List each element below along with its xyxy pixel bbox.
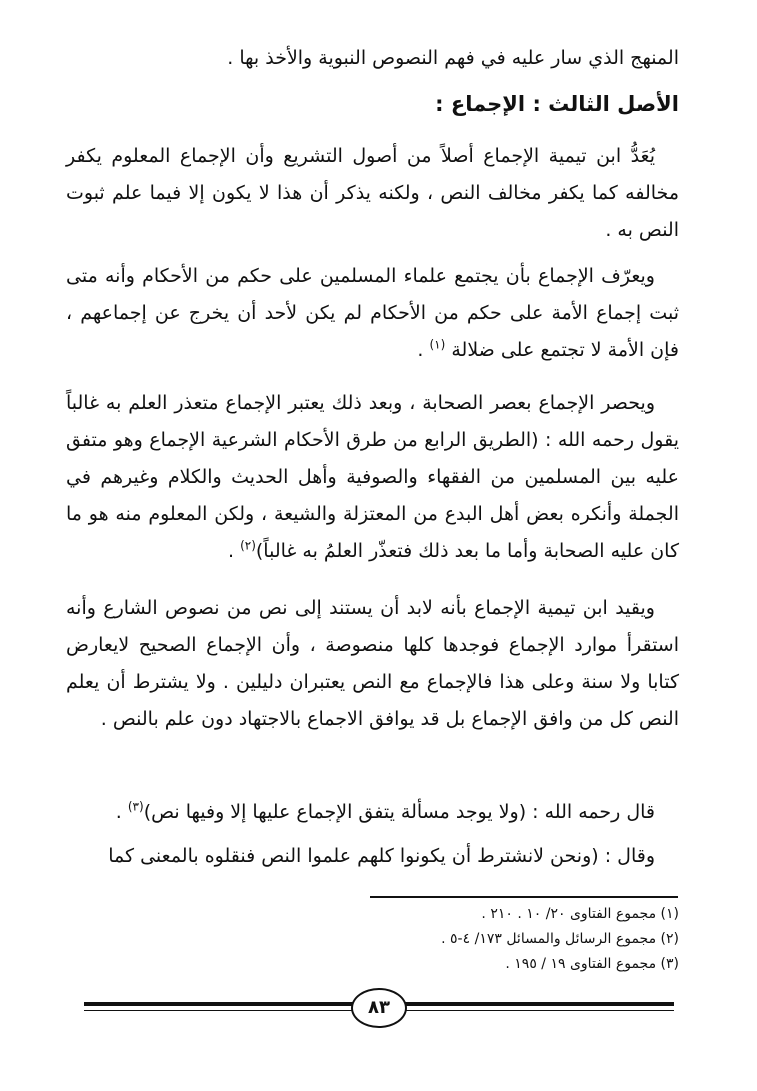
footnote-2: (٢) مجموع الرسائل والمسائل ١٧٣/ ٤-٥ . [441,931,679,947]
section-heading-text: الأصل الثالث : الإجماع : [435,92,679,116]
paragraph-1-text [66,138,679,249]
footnote-divider [370,896,678,898]
intro-line-text: المنهج الذي سار عليه في فهم النصوص النبوية والأخذ بها . [227,47,679,69]
paragraph-1 [66,138,679,249]
paragraph-3-tail: . [227,540,241,562]
paragraph-3-text [66,385,679,570]
paragraph-4-body: ويقيد ابن تيمية الإجماع بأنه لابد أن يستند إلى نص من نصوص الشارع وأنه استقرأ موارد الإجماع فوجدها كلها منصوصة ، وأن الإجماع الصحيح لايعارض كتابا ولا سنة وعلى هذا فالإجماع مع النص يعتبران دليلين . ولا يشترط أن يعلم النص كل من وافق الإجماع بل قد يوافق الاجماع بالاجتهاد دون علم بالنص . [66,597,679,730]
paragraph-1-body: يُعَدُّ ابن تيمية الإجماع أصلاً من أصول التشريع وأن الإجماع المعلوم يكفر مخالفه كما يكفر مخالف النص ، ولكنه يذكر أن هذا لا يكون إلا فيما علم ثبوت النص به . [66,145,679,241]
footnote-1: (١) مجموع الفتاوى ٢٠/ ١٠ . ٢١٠ . [481,906,679,922]
footnotes [259,902,679,977]
paragraph-5-body: قال رحمه الله : (ولا يوجد مسألة يتفق الإجماع عليها إلا وفيها نص) [143,801,655,823]
footnote-ref-1[interactable]: (١) [429,337,446,352]
footnote-3: (٣) مجموع الفتاوى ١٩ / ١٩٥ . [505,956,679,972]
intro-line [66,40,679,77]
paragraph-2-body: ويعرّف الإجماع بأن يجتمع علماء المسلمين على حكم من الأحكام وأنه متى ثبت إجماع الأمة على حكم من الأحكام لم يكن لأحد أن يخرج عن إجماعهم ، فإن الأمة لا تجتمع على ضلالة [66,265,679,361]
footnote-ref-3[interactable]: (٣) [127,799,144,814]
paragraph-3-body: ويحصر الإجماع بعصر الصحابة ، وبعد ذلك يعتبر الإجماع متعذر العلم به غالباً يقول رحمه الله : (الطريق الرابع من طرق الأحكام الشرعية الإجماع وهو متفق عليه بين المسلمين من الفقهاء والصوفية وأهل الحديث والكلام وغيرهم في الجملة وأنكره بعض أهل البدع من المعتزلة والشيعة ، ولكن المعلوم منه هو ما كان عليه الصحابة وأما ما بعد ذلك فتعذّر العلمُ به غالباً) [66,392,679,562]
paragraph-6-body: وقال : (ونحن لانشترط أن يكونوا كلهم علموا النص فنقلوه بالمعنى كما [108,845,655,867]
paragraph-4-text [66,590,679,738]
footnote-ref-2[interactable]: (٢) [240,538,256,553]
paragraph-2-tail: . [417,339,430,361]
paragraph-5-tail: . [115,801,128,823]
page-number: ٨٣ [368,997,390,1018]
paragraph-6-text [66,838,679,875]
page-number-badge [351,988,407,1028]
paragraph-5-text [66,794,679,831]
paragraph-5 [66,794,679,831]
paragraph-4 [66,590,679,738]
paragraph-2-text [66,258,679,369]
section-heading [66,86,679,123]
paragraph-6 [66,838,679,875]
paragraph-3 [66,385,679,570]
paragraph-2 [66,258,679,369]
